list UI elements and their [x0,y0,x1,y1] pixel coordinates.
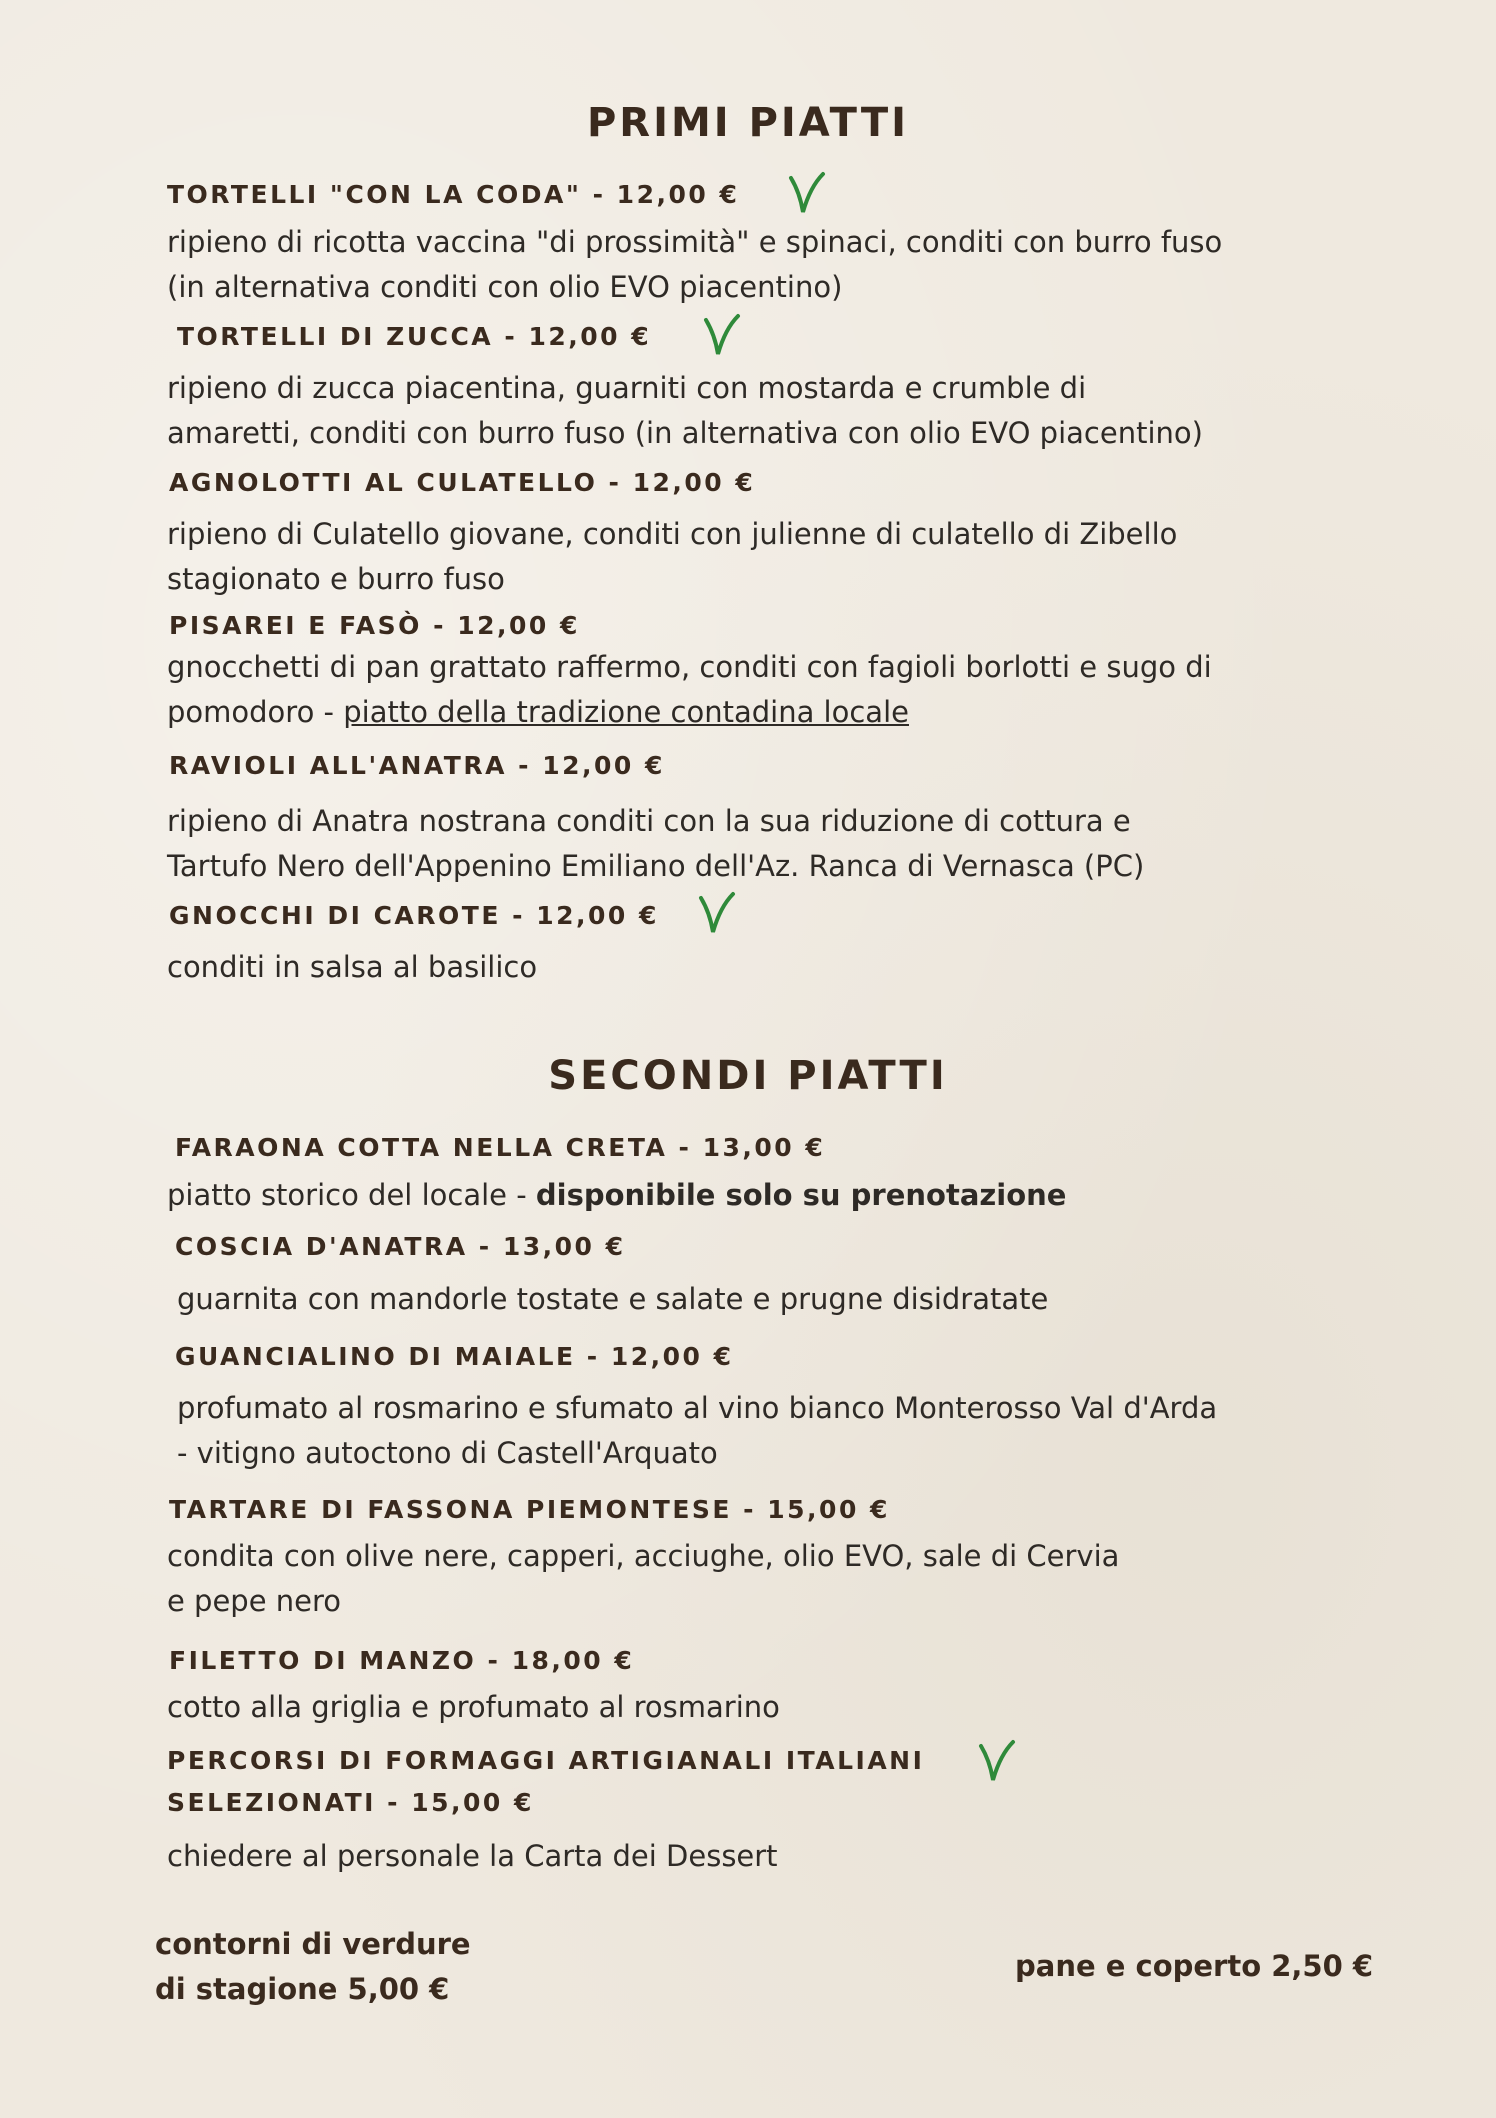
dish-name: RAVIOLI ALL'ANATRA - 12,00 € [169,751,665,780]
dish-name: GNOCCHI DI CAROTE - 12,00 € [169,901,659,930]
dish-description: (in alternativa conditi con olio EVO piacentino) [167,270,843,304]
dish-description: guarnita con mandorle tostate e salate e prugne disidratate [177,1282,1049,1316]
dish-description: stagionato e burro fuso [167,562,505,596]
dish-description: piatto storico del locale - disponibile solo su prenotazione [167,1178,1067,1212]
dish-description: profumato al rosmarino e sfumato al vino bianco Monterosso Val d'Arda [177,1391,1218,1425]
dish-description: conditi in salsa al basilico [167,950,538,984]
dish-name: PISAREI E FASÒ - 12,00 € [169,611,580,640]
dish-description: gnocchetti di pan grattato raffermo, conditi con fagioli borlotti e sugo di [167,650,1212,684]
dish-description: ripieno di ricotta vaccina "di prossimità" e spinaci, conditi con burro fuso [167,225,1223,259]
dish-description: amaretti, conditi con burro fuso (in alternativa con olio EVO piacentino) [167,416,1203,450]
pane-coperto-price: pane e coperto 2,50 € [1015,1949,1374,1983]
primi-piatti-title: PRIMI PIATTI [586,100,910,146]
dish-description: - vitigno autoctono di Castell'Arquato [177,1436,718,1470]
dish-name: FILETTO DI MANZO - 18,00 € [169,1646,635,1675]
secondi-piatti-title: SECONDI PIATTI [548,1053,948,1099]
dish-name: AGNOLOTTI AL CULATELLO - 12,00 € [169,468,756,497]
contorni-note: contorni di verdure [155,1927,471,1961]
dish-description: condita con olive nere, capperi, acciughe, olio EVO, sale di Cervia [167,1539,1120,1573]
dish-name: TORTELLI "CON LA CODA" - 12,00 € [167,180,740,209]
dish-description: ripieno di Anatra nostrana conditi con la sua riduzione di cottura e [167,804,1131,838]
dish-name: GUANCIALINO DI MAIALE - 12,00 € [175,1342,734,1371]
dish-description: e pepe nero [167,1584,342,1618]
dish-description: ripieno di Culatello giovane, conditi con julienne di culatello di Zibello [167,517,1178,551]
vegetarian-v-icon [702,312,742,358]
dish-name: TORTELLI DI ZUCCA - 12,00 € [177,322,652,351]
dish-description: Tartufo Nero dell'Appenino Emiliano dell'Az. Ranca di Vernasca (PC) [167,849,1145,883]
dish-description: ripieno di zucca piacentina, guarniti con mostarda e crumble di [167,371,1087,405]
dish-name: COSCIA D'ANATRA - 13,00 € [175,1232,626,1261]
dish-name: PERCORSI DI FORMAGGI ARTIGIANALI ITALIANI [167,1746,925,1775]
booking-note: disponibile solo su prenotazione [535,1178,1067,1212]
underlined-note: piatto della tradizione contadina locale [343,695,909,729]
vegetarian-v-icon [697,890,737,936]
dish-name: FARAONA COTTA NELLA CRETA - 13,00 € [175,1133,826,1162]
contorni-price: di stagione 5,00 € [155,1972,450,2006]
dish-name: TARTARE DI FASSONA PIEMONTESE - 15,00 € [169,1495,890,1524]
dish-name: SELEZIONATI - 15,00 € [167,1788,534,1817]
vegetarian-v-icon [977,1738,1017,1784]
dish-description: chiedere al personale la Carta dei Dessert [167,1839,778,1873]
dish-description: cotto alla griglia e profumato al rosmarino [167,1690,780,1724]
dish-description: pomodoro - piatto della tradizione contadina locale [167,695,909,729]
vegetarian-v-icon [787,170,827,216]
